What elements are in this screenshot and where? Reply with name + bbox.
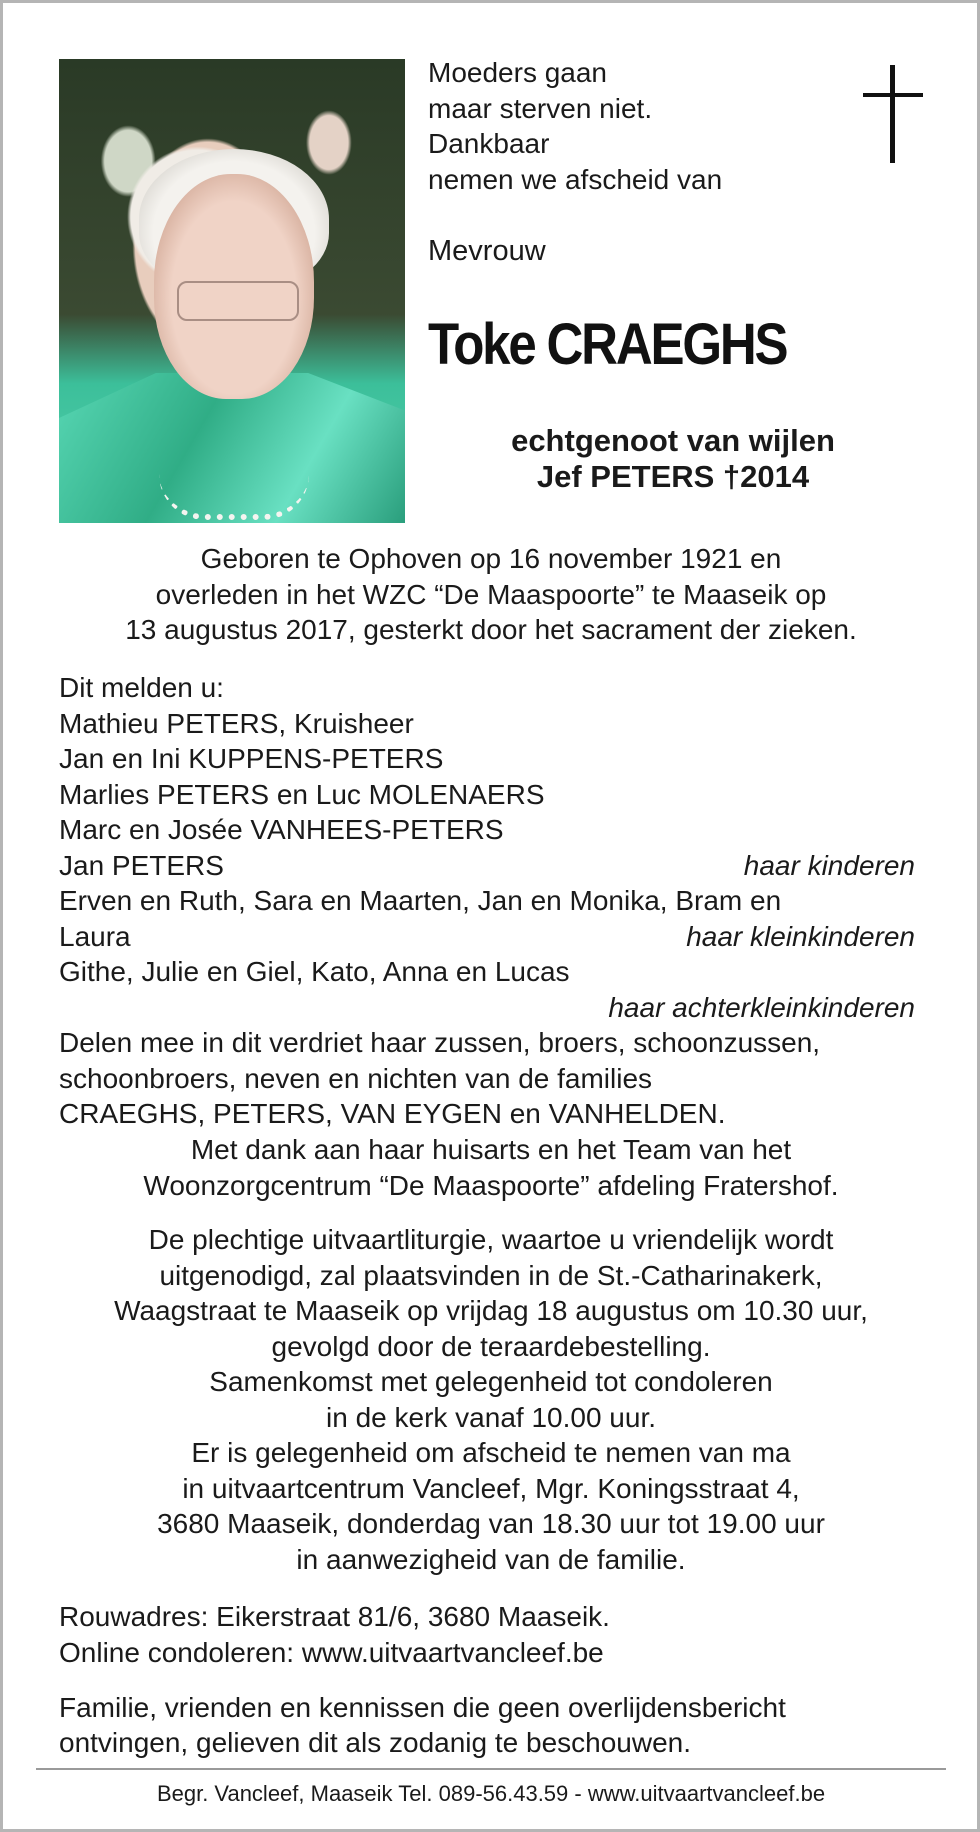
closing-line: Familie, vrienden en kennissen die geen overlijdensbericht (59, 1692, 786, 1723)
footer-undertaker: Begr. Vancleef, Maaseik Tel. 089-56.43.59 - www.uitvaartvancleef.be (156, 1781, 826, 1806)
intro-verse (428, 55, 722, 197)
spouse-info (443, 423, 903, 495)
grandchildren-label: haar kleinkinderen (686, 921, 915, 952)
spouse-line: echtgenoot van wijlen (511, 423, 835, 458)
paragraph-line: 13 augustus 2017, gesterkt door het sacrament der zieken. (125, 614, 857, 645)
birth-death-paragraph (43, 541, 939, 648)
paragraph-line: Woonzorgcentrum “De Maaspoorte” afdeling Fratershof. (143, 1169, 839, 1201)
intro-line: maar sterven niet. (428, 92, 653, 124)
paragraph-line: Met dank aan haar huisarts en het Team van het (190, 1134, 792, 1165)
child-name: Mathieu PETERS, Kruisheer (59, 708, 414, 739)
ceremony-paragraph (43, 1222, 939, 1577)
paragraph-line: gevolgd door de teraardebestelling. (271, 1330, 711, 1362)
family-line: schoonbroers, neven en nichten van de families (59, 1063, 653, 1094)
grandchildren-row (59, 919, 915, 955)
online-condolence-line: Online condoleren: www.uitvaartvancleef.be (59, 1637, 604, 1668)
child-name: Marc en Josée VANHEES-PETERS (59, 814, 504, 845)
intro-line: Moeders gaan (428, 57, 608, 88)
paragraph-line: Er is gelegenheid om afscheid te nemen van ma (191, 1437, 791, 1468)
family-line: CRAEGHS, PETERS, VAN EYGEN en VANHELDEN. (59, 1098, 726, 1129)
photo-necklace (159, 474, 309, 520)
child-name: Marlies PETERS en Luc MOLENAERS (59, 779, 545, 810)
paragraph-line: in de kerk vanaf 10.00 uur. (326, 1401, 656, 1433)
closing-line: ontvingen, gelieven dit als zodanig te beschouwen. (59, 1727, 691, 1758)
paragraph-line: Geboren te Ophoven op 16 november 1921 en (200, 543, 782, 574)
child-name: Jan PETERS (59, 850, 224, 881)
great-grandchildren-row (59, 990, 915, 1026)
intro-line: nemen we afscheid van (428, 163, 723, 195)
address-line: Rouwadres: Eikerstraat 81/6, 3680 Maaseik. (59, 1601, 610, 1632)
honorific: Mevrouw (428, 235, 546, 267)
great-grandchildren-line: Githe, Julie en Giel, Kato, Anna en Lucas (59, 956, 570, 987)
child-name: Jan en Ini KUPPENS-PETERS (59, 743, 444, 774)
cross-icon (863, 65, 923, 163)
grandchildren-line: Laura (59, 921, 131, 952)
portrait-photo (59, 59, 405, 523)
family-line: Delen mee in dit verdriet haar zussen, broers, schoonzussen, (59, 1027, 821, 1058)
photo-glasses (177, 281, 299, 321)
thanks-paragraph (43, 1132, 939, 1203)
paragraph-line: Samenkomst met gelegenheid tot condoleren (209, 1366, 773, 1397)
announcers-heading: Dit melden u: (59, 672, 224, 703)
paragraph-line: overleden in het WZC “De Maaspoorte” te Maaseik op (155, 578, 827, 610)
paragraph-line: uitgenodigd, zal plaatsvinden in de St.-Catharinakerk, (159, 1259, 823, 1291)
intro-line: Dankbaar (428, 128, 550, 159)
great-grandchildren-label: haar achterkleinkinderen (608, 992, 915, 1023)
paragraph-line: in uitvaartcentrum Vancleef, Mgr. Koningsstraat 4, (182, 1472, 800, 1504)
paragraph-line: in aanwezigheid van de familie. (296, 1543, 686, 1575)
footer-divider (36, 1768, 946, 1770)
spouse-line: Jef PETERS †2014 (536, 459, 810, 494)
paragraph-line: 3680 Maaseik, donderdag van 18.30 uur tot 19.00 uur (157, 1508, 825, 1539)
paragraph-line: Waagstraat te Maaseik op vrijdag 18 augustus om 10.30 uur, (114, 1295, 868, 1326)
children-label: haar kinderen (743, 850, 915, 881)
deceased-name: Toke CRAEGHS (428, 312, 787, 377)
grandchildren-line: Erven en Ruth, Sara en Maarten, Jan en Monika, Bram en (59, 885, 782, 916)
children-row (59, 848, 915, 884)
paragraph-line: De plechtige uitvaartliturgie, waartoe u vriendelijk wordt (148, 1224, 834, 1255)
